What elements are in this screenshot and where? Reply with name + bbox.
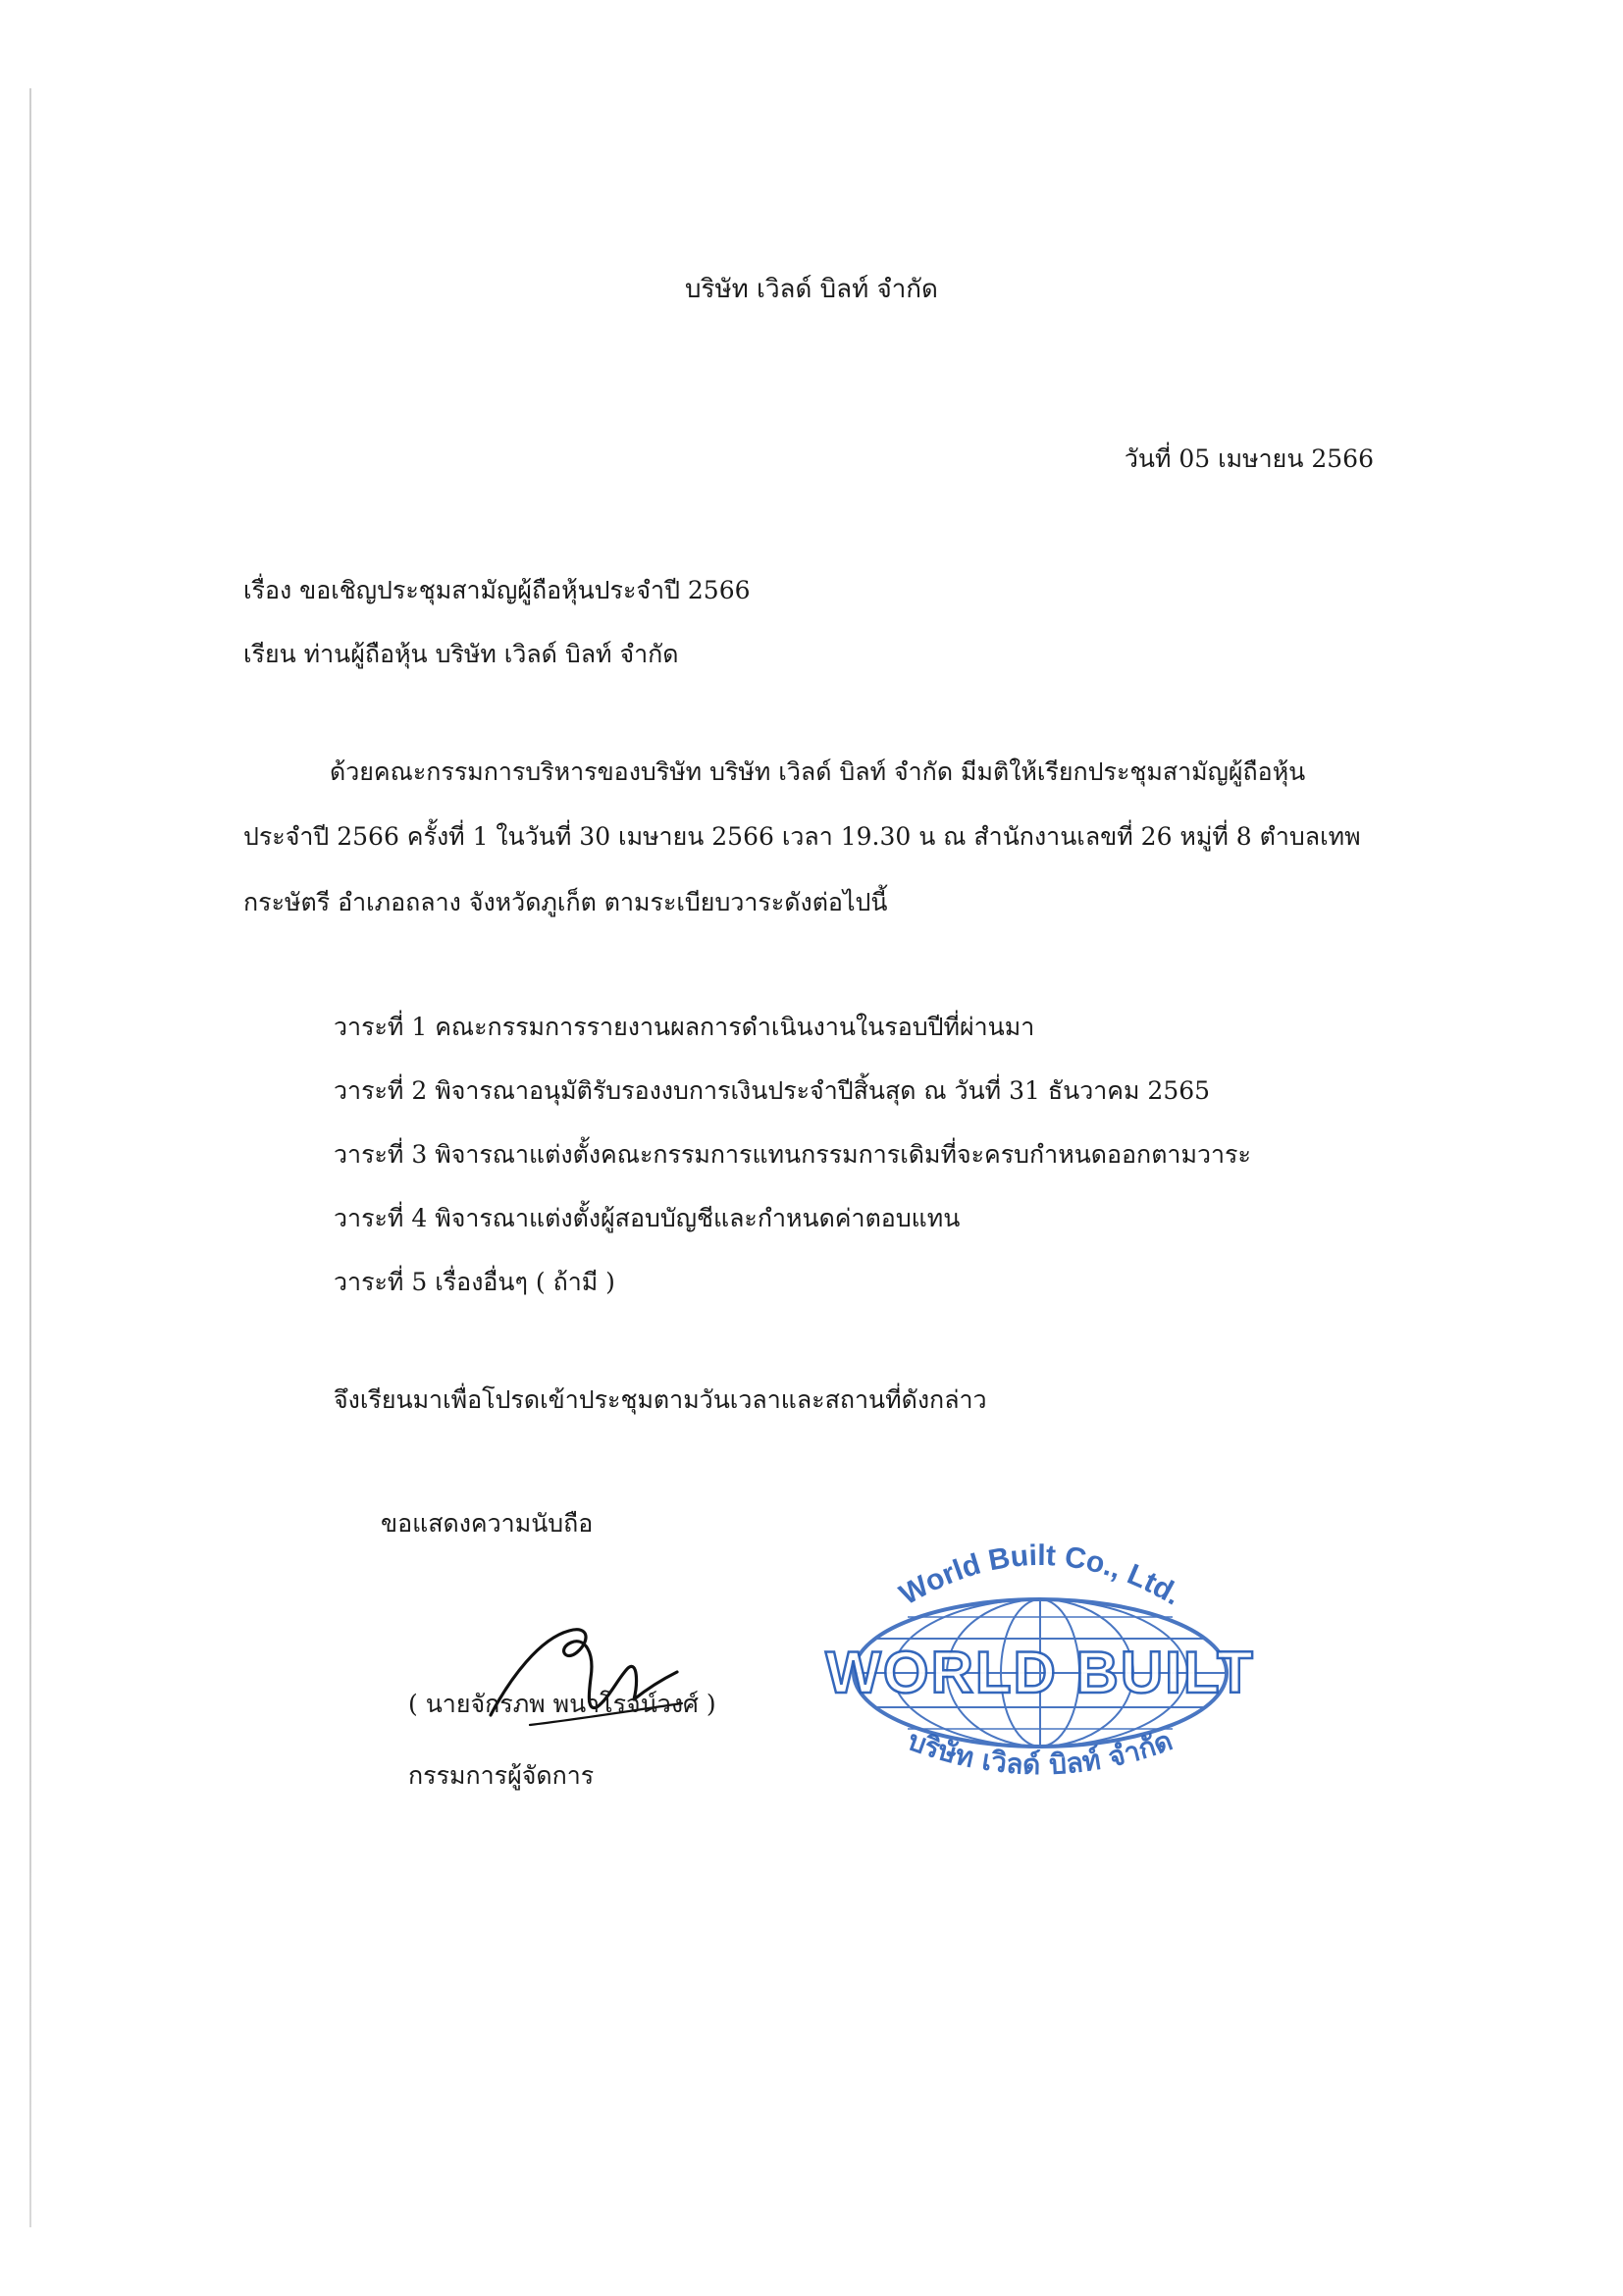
company-stamp xyxy=(746,1511,1335,1805)
body-paragraph-line-1: ด้วยคณะกรรมการบริหารของบริษัท บริษัท เวิลด์ บิลท์ จำกัด มีมติให้เรียกประชุมสามัญผู้ถือหุ้น xyxy=(330,757,1306,786)
regards-text: ขอแสดงความนับถือ xyxy=(381,1509,594,1538)
closing-line: จึงเรียนมาเพื่อโปรดเข้าประชุมตามวันเวลาและสถานที่ดังกล่าว xyxy=(334,1385,987,1414)
scan-edge-line xyxy=(29,88,31,2227)
body-paragraph-line-2: ประจำปี 2566 ครั้งที่ 1 ในวันที่ 30 เมษายน 2566 เวลา 19.30 น ณ สำนักงานเลขที่ 26 หมู่ที่ 8 ตำบลเทพ xyxy=(243,822,1361,851)
agenda-item-4: วาระที่ 4 พิจารณาแต่งตั้งผู้สอบบัญชีและกำหนดค่าตอบแทน xyxy=(334,1204,961,1232)
stamp-center-text: WORLD BUILT xyxy=(825,1640,1255,1705)
signer-position: กรรมการผู้จัดการ xyxy=(408,1761,595,1790)
company-name: บริษัท เวิลด์ บิลท์ จำกัด xyxy=(685,275,938,304)
agenda-item-2: วาระที่ 2 พิจารณาอนุมัติรับรองงบการเงินประจำปีสิ้นสุด ณ วันที่ 31 ธันวาคม 2565 xyxy=(334,1076,1211,1105)
agenda-item-5: วาระที่ 5 เรื่องอื่นๆ ( ถ้ามี ) xyxy=(334,1268,615,1296)
agenda-item-1: วาระที่ 1 คณะกรรมการรายงานผลการดำเนินงานในรอบปีที่ผ่านมา xyxy=(334,1013,1035,1041)
letter-date: วันที่ 05 เมษายน 2566 xyxy=(1124,444,1374,473)
stamp-bottom-text: บริษัท เวิลด์ บิลท์ จำกัด xyxy=(903,1724,1178,1782)
signer-name: ( นายจักรภพ พนาโรจน์วงศ์ ) xyxy=(408,1690,716,1718)
stamp-top-text: World Built Co., Ltd. xyxy=(894,1539,1187,1612)
agenda-item-3: วาระที่ 3 พิจารณาแต่งตั้งคณะกรรมการแทนกรรมการเดิมที่จะครบกำหนดออกตามวาระ xyxy=(334,1140,1251,1169)
letter-recipient: เรียน ท่านผู้ถือหุ้น บริษัท เวิลด์ บิลท์ จำกัด xyxy=(243,640,679,668)
letter-subject: เรื่อง ขอเชิญประชุมสามัญผู้ถือหุ้นประจำปี 2566 xyxy=(243,576,751,604)
body-paragraph-line-3: กระษัตรี อำเภอถลาง จังหวัดภูเก็ต ตามระเบียบวาระดังต่อไปนี้ xyxy=(243,888,888,916)
